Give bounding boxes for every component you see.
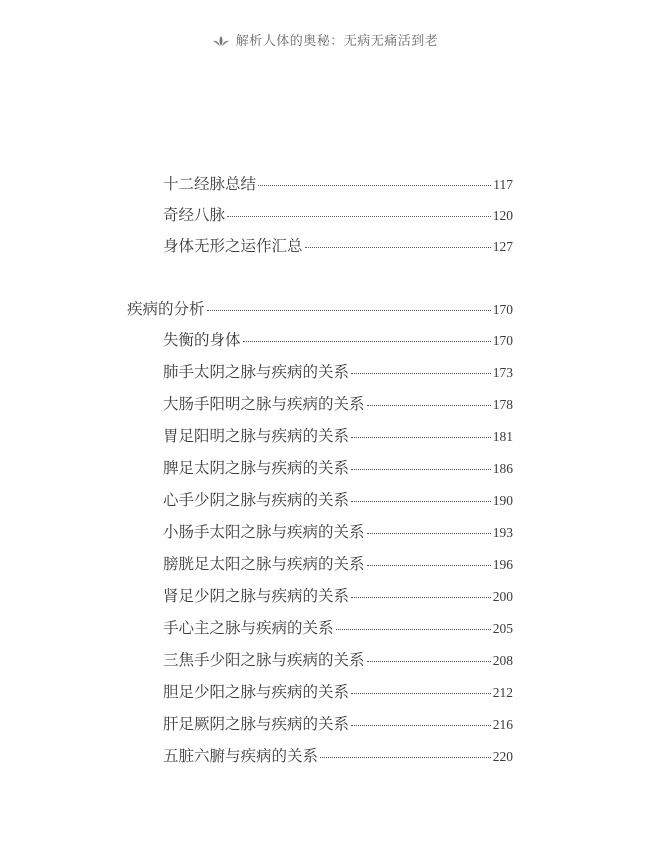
toc-chapter-title: 疾病的分析 <box>127 300 205 318</box>
leader-dots <box>227 216 491 217</box>
running-header <box>0 30 650 51</box>
leader-dots <box>258 185 491 186</box>
toc-entry-title: 肺手太阴之脉与疾病的关系 <box>163 363 350 381</box>
leader-dots <box>351 373 491 374</box>
toc-entry[interactable] <box>163 648 513 670</box>
toc-entry[interactable] <box>163 744 513 766</box>
toc-entry-title: 肾足少阴之脉与疾病的关系 <box>163 587 350 605</box>
toc-entry-page: 208 <box>492 653 513 668</box>
toc-entry-title: 胃足阳明之脉与疾病的关系 <box>163 427 350 445</box>
toc-entry-title: 心手少阴之脉与疾病的关系 <box>163 491 350 509</box>
leader-dots <box>351 469 491 470</box>
leader-dots <box>243 341 491 342</box>
toc-entry-title: 三焦手少阳之脉与疾病的关系 <box>163 651 365 669</box>
toc-entry-page: 178 <box>492 397 513 412</box>
leader-dots <box>207 310 491 311</box>
toc-entry[interactable] <box>163 172 513 194</box>
toc-entry[interactable] <box>163 712 513 734</box>
leader-dots <box>367 533 491 534</box>
toc-entry-title: 手心主之脉与疾病的关系 <box>163 619 334 637</box>
toc-entry-page: 193 <box>492 525 513 540</box>
toc-entry[interactable] <box>163 424 513 446</box>
toc-entry-page: 205 <box>492 621 513 636</box>
toc-entry-title: 脾足太阴之脉与疾病的关系 <box>163 459 350 477</box>
toc-entry[interactable] <box>163 488 513 510</box>
toc-entry-title: 身体无形之运作汇总 <box>163 237 303 255</box>
toc-entry[interactable] <box>163 203 513 225</box>
toc-entry-page: 196 <box>492 557 513 572</box>
toc-entry-page: 200 <box>492 589 513 604</box>
leader-dots <box>367 405 491 406</box>
toc-entry-page: 117 <box>493 177 513 192</box>
book-title: 解析人体的奥秘：无病无痛活到老 <box>235 34 439 49</box>
toc-entry-title: 大肠手阳明之脉与疾病的关系 <box>163 395 365 413</box>
toc-entry-page: 212 <box>492 685 513 700</box>
toc-entry-page: 170 <box>492 333 513 348</box>
toc-entry[interactable] <box>163 234 513 256</box>
toc-entry-page: 120 <box>492 208 513 223</box>
leader-dots <box>351 437 491 438</box>
toc-entry-page: 173 <box>492 365 513 380</box>
toc-entry-page: 181 <box>492 429 513 444</box>
toc-entry-page: 127 <box>492 239 513 254</box>
toc-entry-page: 220 <box>492 749 513 764</box>
toc-entry-title: 奇经八脉 <box>163 206 226 224</box>
toc-chapter-entry[interactable] <box>127 297 513 319</box>
leader-dots <box>367 565 491 566</box>
toc-entry[interactable] <box>163 616 513 638</box>
toc-entry-title: 肝足厥阴之脉与疾病的关系 <box>163 715 350 733</box>
toc-entry[interactable] <box>163 360 513 382</box>
toc-entry-title: 五脏六腑与疾病的关系 <box>163 747 319 765</box>
toc-entry-title: 膀胱足太阳之脉与疾病的关系 <box>163 555 365 573</box>
toc-entry[interactable] <box>163 520 513 542</box>
leader-dots <box>351 693 491 694</box>
toc-entry-title: 失衡的身体 <box>163 331 241 349</box>
leader-dots <box>336 629 491 630</box>
leader-dots <box>305 247 491 248</box>
leader-dots <box>351 501 491 502</box>
toc-chapter-page: 170 <box>492 302 513 317</box>
toc-entry-title: 小肠手太阳之脉与疾病的关系 <box>163 523 365 541</box>
leader-dots <box>367 661 491 662</box>
toc-entry[interactable] <box>163 456 513 478</box>
toc-entry[interactable] <box>163 392 513 414</box>
toc-entry-title: 胆足少阳之脉与疾病的关系 <box>163 683 350 701</box>
toc-entry[interactable] <box>163 552 513 574</box>
leader-dots <box>351 597 491 598</box>
toc-entry[interactable] <box>163 680 513 702</box>
leader-dots <box>351 725 491 726</box>
toc-entry[interactable] <box>163 328 513 350</box>
toc-entry-page: 186 <box>492 461 513 476</box>
leader-dots <box>320 757 491 758</box>
toc-entry-title: 十二经脉总结 <box>163 175 257 193</box>
toc-entry-page: 190 <box>492 493 513 508</box>
toc-entry-page: 216 <box>492 717 513 732</box>
toc-entry[interactable] <box>163 584 513 606</box>
lotus-ornament-icon <box>212 35 230 51</box>
